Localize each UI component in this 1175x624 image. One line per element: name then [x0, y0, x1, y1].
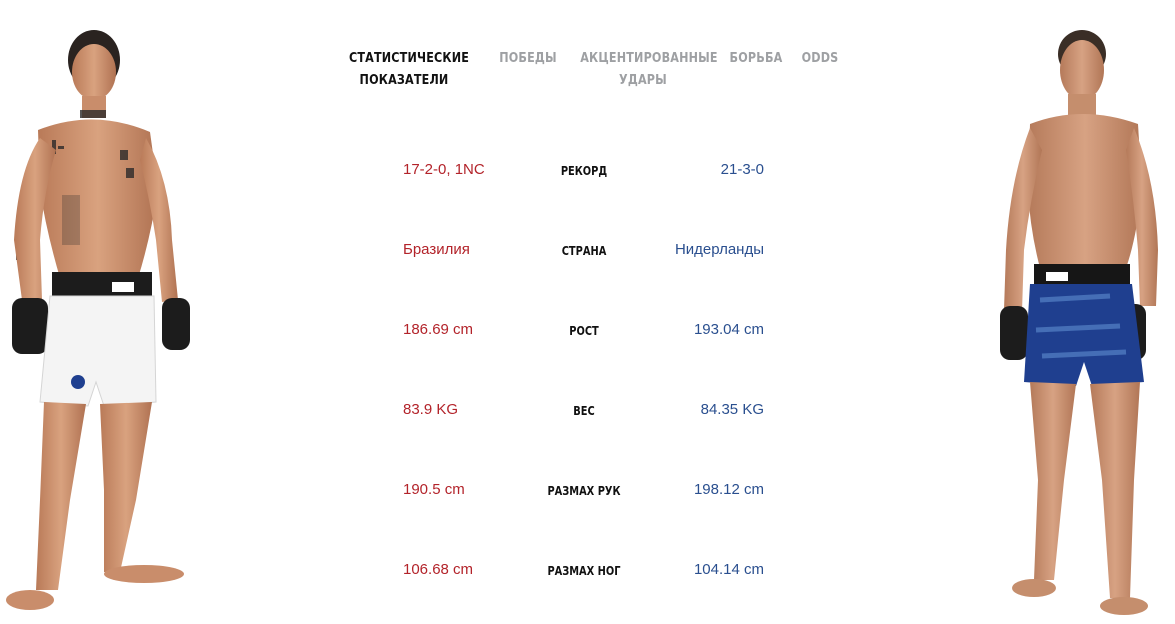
- blue-corner-fighter-image: [990, 0, 1170, 624]
- red-country-value: Бразилия: [403, 241, 470, 258]
- stat-row-height: [380, 310, 780, 350]
- height-label: РОСТ: [569, 324, 599, 338]
- stat-row-reach: [380, 470, 780, 510]
- stat-row-country: [380, 230, 780, 270]
- red-weight-value: 83.9 KG: [403, 401, 459, 418]
- stat-row-weight: [380, 390, 780, 430]
- tab-statistics-line2: ПОКАЗАТЕЛИ: [359, 73, 449, 88]
- red-corner-fighter-image: [0, 0, 200, 624]
- stat-row-leg-reach: [380, 550, 780, 590]
- tab-statistics[interactable]: [348, 48, 470, 92]
- red-reach-value: 190.5 cm: [403, 481, 465, 498]
- fighter-comparison-table: [380, 150, 780, 600]
- blue-reach-value: 198.12 cm: [693, 481, 764, 498]
- weight-label: ВЕС: [573, 404, 595, 418]
- tab-grappling[interactable]: [728, 48, 783, 70]
- tab-wins-label: ПОБЕДЫ: [499, 51, 557, 66]
- tab-significant-strikes-line1: АКЦЕНТИРОВАННЫЕ: [580, 51, 718, 66]
- record-label: РЕКОРД: [560, 164, 608, 178]
- blue-record-value: 21-3-0: [720, 161, 764, 178]
- tab-statistics-line1: СТАТИСТИЧЕСКИЕ: [348, 51, 470, 66]
- tab-odds[interactable]: [799, 48, 840, 70]
- tab-wins[interactable]: [494, 48, 563, 70]
- blue-leg-reach-value: 104.14 cm: [693, 561, 764, 578]
- reach-label: РАЗМАХ РУК: [547, 484, 621, 498]
- blue-country-value: Нидерланды: [674, 241, 764, 258]
- red-height-value: 186.69 cm: [403, 321, 474, 338]
- blue-fighter-figure-icon: [990, 0, 1170, 624]
- stat-row-record: [380, 150, 780, 190]
- red-record-value: 17-2-0, 1NC: [403, 161, 485, 178]
- red-leg-reach-value: 106.68 cm: [403, 561, 474, 578]
- blue-height-value: 193.04 cm: [693, 321, 764, 338]
- tab-significant-strikes-line2: УДАРЫ: [619, 73, 667, 88]
- country-label: СТРАНА: [561, 244, 607, 258]
- tab-significant-strikes[interactable]: [580, 48, 718, 92]
- tab-grappling-label: БОРЬБА: [729, 51, 783, 66]
- red-fighter-figure-icon: [0, 0, 200, 624]
- blue-weight-value: 84.35 KG: [700, 401, 764, 418]
- leg-reach-label: РАЗМАХ НОГ: [547, 564, 621, 578]
- tab-odds-label: ODDS: [801, 51, 839, 66]
- stats-tab-bar: [340, 48, 860, 98]
